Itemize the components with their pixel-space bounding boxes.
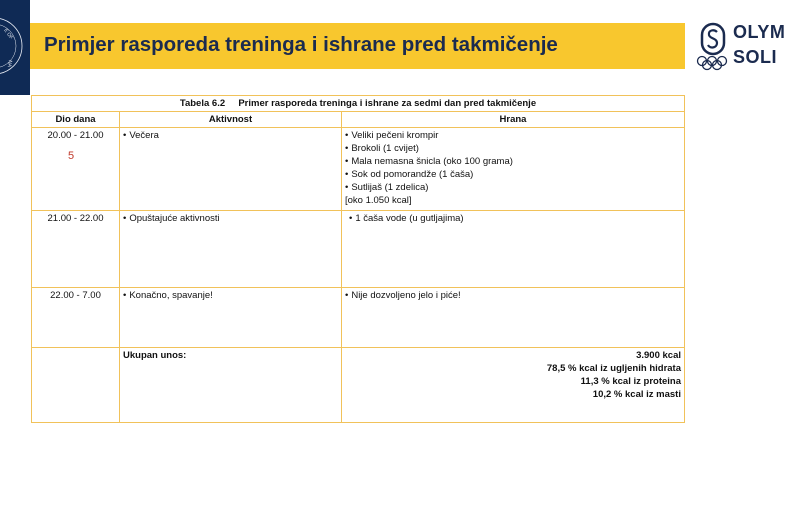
activity-item: • Opuštajuće aktivnosti <box>123 212 338 225</box>
period-cell: 21.00 - 22.00 <box>32 211 120 288</box>
activity-item: • Konačno, spavanje! <box>123 289 338 302</box>
food-item: • Sutlijaš (1 zdelica) <box>345 181 681 194</box>
slide-title: Primjer rasporeda treninga i ishrane pred takmičenje <box>44 33 558 56</box>
caption-text: Primer rasporeda treninga i ishrane za sedmi dan pred takmičenje <box>238 98 537 109</box>
period-cell: 22.00 - 7.00 <box>32 287 120 348</box>
food-cell <box>342 287 685 348</box>
food-item: • Nije dozvoljeno jelo i piće! <box>345 289 681 302</box>
side-emblem-panel <box>0 0 30 95</box>
logo-text-line2: SOLI <box>733 47 778 67</box>
period-text: 20.00 - 21.00 <box>47 130 104 142</box>
food-item: • Mala nemasna šnicla (oko 100 grama) <box>345 155 681 168</box>
emblem-icon <box>0 0 30 95</box>
food-item: • 1 čaša vode (u gutljajima) <box>345 212 681 225</box>
header-period: Dio dana <box>32 112 120 128</box>
food-item: • Brokoli (1 cvijet) <box>345 142 681 155</box>
food-item: • Veliki pečeni krompir <box>345 129 681 142</box>
table-caption <box>32 96 685 112</box>
caption-label: Tabela 6.2 <box>179 98 226 109</box>
total-row <box>32 348 685 423</box>
olympic-rings-icon <box>696 55 730 71</box>
svg-text:E OF: E OF <box>2 27 14 41</box>
food-kcal-note: [oko 1.050 kcal] <box>345 195 412 207</box>
schedule-table <box>31 95 685 423</box>
food-item: • Sok od pomorandže (1 čaša) <box>345 168 681 181</box>
total-kcal: 3.900 kcal <box>636 350 681 362</box>
table-row <box>32 287 685 348</box>
activity-item: • Večera <box>123 129 338 142</box>
header-activity: Aktivnost <box>120 112 342 128</box>
olympic-logo <box>696 22 785 72</box>
total-carbs: 78,5 % kcal iz ugljenih hidrata <box>546 363 681 375</box>
table-row <box>32 211 685 288</box>
header-food: Hrana <box>342 112 685 128</box>
handwritten-annotation: 5 <box>68 150 75 163</box>
activity-cell <box>120 211 342 288</box>
total-fat: 10,2 % kcal iz masti <box>592 389 681 401</box>
total-empty-cell <box>32 348 120 423</box>
total-protein: 11,3 % kcal iz proteina <box>580 376 681 388</box>
total-values-cell <box>342 348 685 423</box>
title-bar <box>30 23 685 69</box>
food-cell <box>342 128 685 211</box>
logo-text-line1: OLYM <box>733 22 785 42</box>
period-cell <box>32 128 120 211</box>
table-row <box>32 128 685 211</box>
activity-cell <box>120 287 342 348</box>
food-cell <box>342 211 685 288</box>
table-header-row <box>32 112 685 128</box>
logo-s-icon <box>700 23 726 55</box>
activity-cell <box>120 128 342 211</box>
svg-text:NA: NA <box>5 59 13 68</box>
total-label: Ukupan unos: <box>120 348 342 423</box>
